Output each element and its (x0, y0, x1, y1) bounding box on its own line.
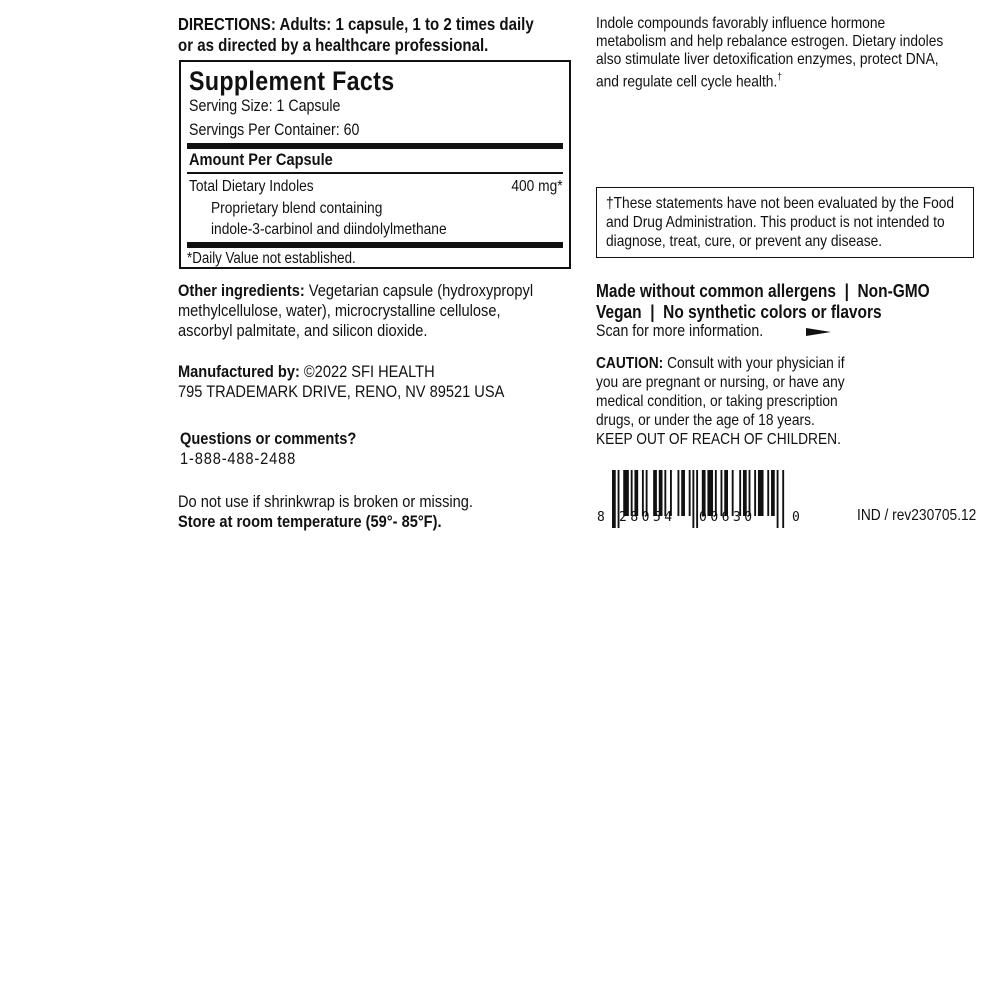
serving-size: Serving Size: 1 Capsule (189, 97, 341, 115)
caution-line2: you are pregnant or nursing, or have any (596, 374, 845, 391)
disclaimer-line1: †These statements have not been evaluated by the Food (606, 195, 955, 212)
amount-per-capsule-header: Amount Per Capsule (189, 150, 333, 169)
storage (178, 492, 473, 532)
fda-disclaimer-text (606, 194, 954, 251)
barcode-bar (689, 470, 691, 516)
directions-line1: Adults: 1 capsule, 1 to 2 times daily (279, 14, 534, 34)
caution-line3: medical condition, or taking prescription (596, 393, 838, 410)
scan-text: Scan for more information. (596, 322, 764, 340)
disclaimer-line3: diagnose, treat, cure, or prevent any disease. (606, 233, 883, 250)
arrow-right-icon (806, 328, 831, 336)
allergens-line1: Made without common allergens | Non-GMO (596, 281, 930, 301)
ingredient-amount: 400 mg* (511, 178, 563, 195)
caution (596, 354, 845, 449)
storage-temperature: Store at room temperature (59°- 85°F). (178, 512, 442, 531)
barcode-bar (777, 470, 779, 528)
supplement-facts-panel (179, 60, 571, 269)
other-ingredients-line2: methylcellulose, water), microcrystalline cellulose, (178, 301, 501, 320)
blend-line-1: Proprietary blend containing (211, 200, 383, 217)
description-line3: also stimulate liver detoxification enzymes, protect DNA, (596, 51, 939, 68)
directions-line2: or as directed by a healthcare professional. (178, 35, 489, 55)
barcode-bar (696, 470, 698, 528)
blend-line-2: indole-3-carbinol and diindolylmethane (211, 221, 447, 238)
facts-thick-divider-bottom (187, 242, 563, 248)
manufacturer-label: Manufactured by: (178, 362, 300, 381)
manufacturer-name: ©2022 SFI HEALTH (299, 362, 435, 381)
questions (180, 429, 356, 469)
barcode-bar (782, 470, 784, 528)
description (596, 15, 943, 91)
barcode-bar (692, 470, 694, 528)
other-ingredients-line1: Vegetarian capsule (hydroxypropyl (304, 281, 534, 300)
directions-label: DIRECTIONS: (178, 14, 276, 34)
description-line4: and regulate cell cycle health. (596, 73, 778, 91)
manufacturer-address: 795 TRADEMARK DRIVE, RENO, NV 89521 USA (178, 382, 505, 401)
barcode-bar (767, 470, 769, 516)
barcode-left-digits: 28054 (619, 510, 676, 525)
shrinkwrap-warning: Do not use if shrinkwrap is broken or missing. (178, 492, 473, 511)
caution-line4: drugs, or under the age of 18 years. (596, 412, 815, 429)
caution-label: CAUTION: (596, 355, 664, 372)
barcode-right-digits: 00630 (699, 510, 756, 525)
facts-thick-divider-top (187, 143, 563, 149)
dagger-mark: † (777, 72, 783, 83)
phone-number: 1-888-488-2488 (180, 449, 297, 468)
barcode-bar (681, 470, 685, 516)
caution-line1: Consult with your physician if (663, 355, 845, 372)
servings-per-container: Servings Per Container: 60 (189, 121, 360, 139)
barcode-bar (677, 470, 679, 516)
fda-disclaimer-box (596, 187, 974, 258)
ingredient-name: Total Dietary Indoles (189, 178, 314, 195)
revision-code: IND / rev230705.12 (857, 507, 977, 524)
other-ingredients-line3: ascorbyl palmitate, and silicon dioxide. (178, 321, 428, 340)
barcode-bar (758, 470, 764, 516)
description-line2: metabolism and help rebalance estrogen. Dietary indoles (596, 33, 944, 50)
manufacturer (178, 362, 504, 402)
caution-line5: KEEP OUT OF REACH OF CHILDREN. (596, 431, 841, 448)
allergen-statement (596, 281, 930, 323)
barcode-bar (612, 470, 616, 528)
disclaimer-line2: and Drug Administration. This product is not intended to (606, 214, 945, 231)
directions (178, 14, 534, 56)
other-ingredients (178, 281, 533, 341)
supplement-facts-title: Supplement Facts (189, 66, 395, 96)
barcode-bar (771, 470, 775, 516)
allergens-line2: Vegan | No synthetic colors or flavors (596, 302, 882, 322)
other-ingredients-label: Other ingredients: (178, 281, 305, 300)
barcode-first-digit: 8 (597, 510, 605, 525)
description-line1: Indole compounds favorably influence hormone (596, 15, 886, 32)
daily-value-footnote: *Daily Value not established. (187, 250, 356, 267)
facts-thin-divider (187, 172, 563, 174)
barcode-check-digit: 0 (792, 510, 800, 525)
questions-label: Questions or comments? (180, 429, 357, 448)
